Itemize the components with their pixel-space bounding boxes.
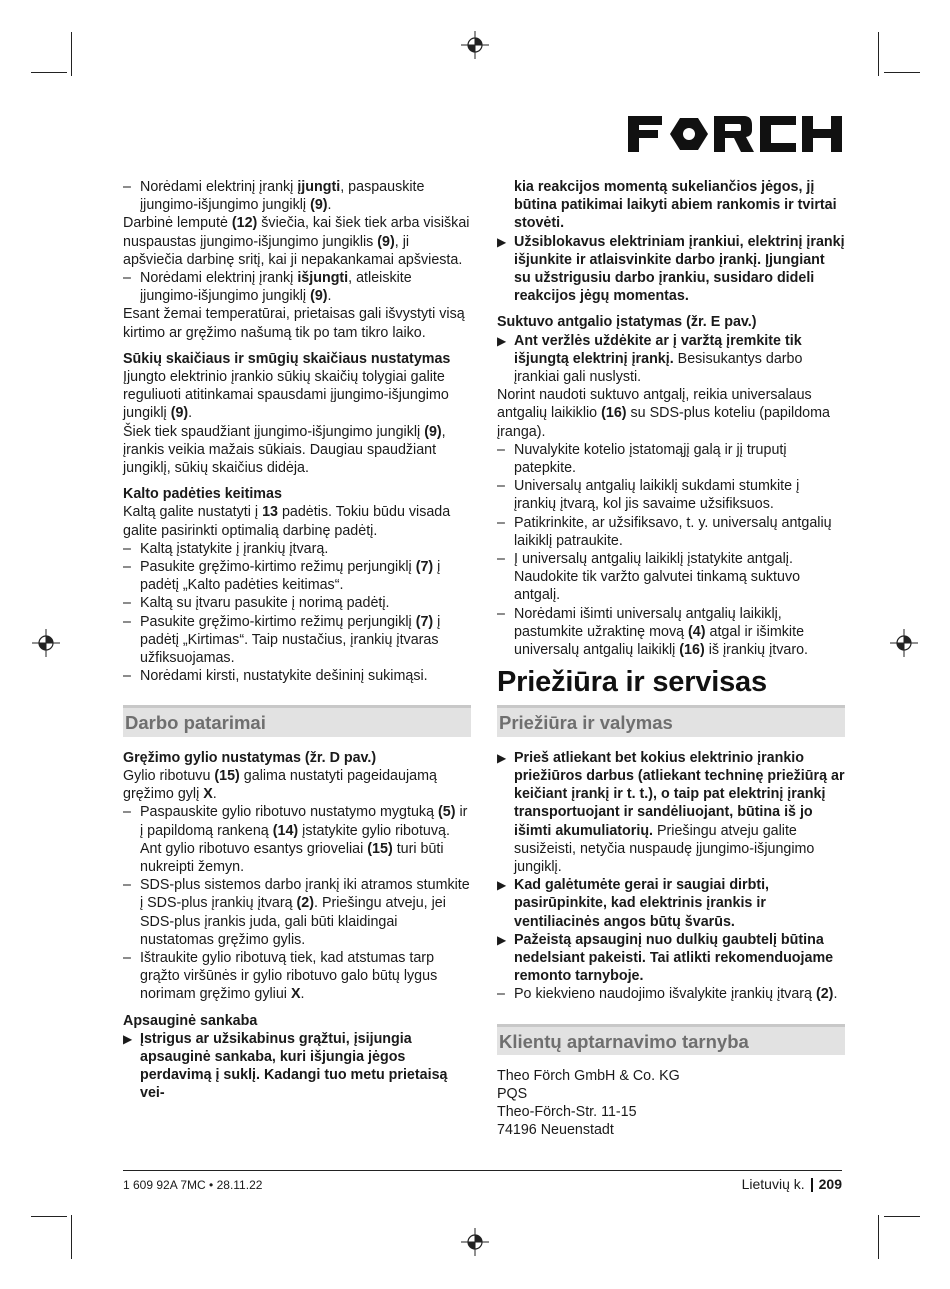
address-line: Theo Förch GmbH & Co. KG	[497, 1067, 680, 1084]
text-run: 13	[262, 504, 278, 521]
text-run: išjungti	[297, 270, 349, 287]
text-run: Įjungto elektrinio įrankio sūkių skaičių tolygiai galite reguliuoti atitinkamai spausdami įjungimo-išjungimo jungiklį	[123, 369, 449, 422]
section-customer-service: Klientų aptarnavimo tarnyba	[497, 1024, 845, 1055]
text-run: (2)	[296, 895, 315, 912]
text-run: Paspauskite gylio ribotuvo nustatymo mygtuką	[140, 804, 439, 821]
warning-item	[497, 749, 845, 876]
text-run: Gylio ribotuvu	[123, 767, 215, 784]
list-item	[123, 876, 471, 949]
address-line: PQS	[497, 1085, 528, 1102]
list-item	[123, 269, 471, 305]
text-run: Kad galėtumėte gerai ir saugiai dirbti, pasirūpinkite, kad elektrinis įrankis ir ventiliacinės angos būtų švarūs.	[514, 877, 770, 930]
registration-mark-icon	[890, 629, 918, 657]
crop-mark	[71, 1215, 72, 1259]
warning-item	[497, 233, 845, 306]
text-run: .	[327, 288, 332, 305]
text-run: (15)	[367, 840, 393, 857]
text-run: X	[203, 786, 213, 803]
list-item	[123, 949, 471, 1004]
crop-mark	[31, 72, 67, 73]
text-run: .	[212, 786, 217, 803]
depth-block	[123, 767, 471, 1004]
page-title-maintenance-service: Priežiūra ir servisas	[497, 666, 767, 699]
text-run: X	[290, 986, 301, 1003]
text-run: šviečia, kai šiek tiek arba visiškai nuspaustas įjungimo-išjungimo jungiklis	[123, 215, 470, 250]
heading-screwdriver-bit: Suktuvo antgalio įstatymas (žr. E pav.)	[497, 314, 757, 331]
speed-block	[123, 368, 471, 477]
text-run: Ant veržlės uždėkite ar į varžtą įremkite tik išjungtą elektrinį įrankį.	[514, 332, 802, 367]
text-run: , atleiskite įjungimo-išjungimo jungiklį	[140, 270, 412, 305]
paragraph	[123, 305, 471, 341]
list-item	[123, 803, 471, 839]
text-run: Po kiekvieno naudojimo išvalykite įrankių įtvarą	[514, 986, 816, 1003]
text-run: iš įrankių įtvaro.	[704, 642, 809, 659]
text-run: įjungti	[297, 179, 341, 195]
registration-mark-icon	[461, 1228, 489, 1256]
text-run: Kaltą įstatykite į įrankių įtvarą.	[140, 540, 329, 557]
text-run: kia reakcijos momentą sukeliančios jėgos, jį būtina patikimai laikyti abiem rankomis ir tvirtai stovėti.	[514, 179, 837, 232]
list-item	[497, 441, 845, 477]
warning-arrow-icon: ▶	[497, 932, 507, 947]
text-run: įstatykite gylio ribotuvą.	[298, 822, 450, 839]
paragraph	[123, 423, 471, 478]
text-run: (9)	[310, 288, 328, 305]
text-run: (16)	[601, 405, 627, 422]
list-item	[123, 178, 471, 214]
cleaning-block	[497, 749, 845, 1004]
text-run: (9)	[170, 405, 189, 422]
text-run: .	[327, 197, 332, 214]
text-run: turi būti nukreipti žemyn.	[140, 840, 444, 875]
language-label: Lietuvių k.	[741, 1176, 805, 1192]
list-item	[123, 613, 471, 668]
list-item	[123, 540, 471, 558]
text-run: , paspauskite įjungimo-išjungimo jungiklį	[140, 179, 425, 214]
list-item	[123, 558, 471, 594]
chisel-block	[123, 503, 471, 685]
warning-arrow-icon: ▶	[497, 333, 507, 348]
text-run: (7)	[415, 559, 434, 576]
section-working-tips: Darbo patarimai	[123, 705, 471, 736]
page-number: 209	[818, 1176, 842, 1192]
clutch-continued-block	[497, 178, 845, 305]
heading-chisel-position: Kalto padėties keitimas	[123, 486, 282, 503]
crop-mark	[31, 1216, 67, 1217]
footer-rule	[123, 1170, 842, 1171]
text-run: Pasukite gręžimo-kirtimo režimų perjungiklį	[140, 613, 416, 630]
address-block	[497, 1067, 845, 1140]
text-run: Prieš atliekant bet kokius elektrinio įrankio priežiūros darbus (atliekant techninę priežiūrą ar keičiant įrankį ir t. t.), o taip pat elektrinį įrankį transportuojant ir sandėliuojant, būtina iš jo išimti akumuliatorių.	[514, 749, 845, 839]
warning-arrow-icon: ▶	[497, 878, 507, 893]
document-code: 1 609 92A 7MC • 28.11.22	[123, 1178, 263, 1192]
paragraph	[497, 178, 845, 233]
paragraph	[123, 767, 471, 803]
text-run: Pasukite gręžimo-kirtimo režimų perjungiklį	[140, 559, 416, 576]
text-run: . Priešingu atveju, jei SDS-plus įrankis juda, gali būti klaidingai nustatomas gręžimo gylis.	[140, 895, 446, 948]
text-run: Norėdami elektrinį įrankį	[140, 270, 298, 287]
left-column	[123, 178, 471, 1103]
warning-arrow-icon: ▶	[123, 1031, 133, 1046]
text-run: Norėdami kirsti, nustatykite dešininį sukimąsi.	[140, 668, 428, 685]
footer-page-info	[742, 1176, 842, 1192]
text-run: (5)	[438, 804, 456, 821]
crop-mark	[878, 32, 879, 76]
divider	[811, 1178, 813, 1192]
paragraph	[123, 840, 471, 876]
text-run: Kaltą galite nustatyti į	[123, 504, 263, 521]
warning-arrow-icon: ▶	[497, 750, 507, 765]
text-run: Besisukantys darbo įrankiai gali nuslysti.	[514, 350, 803, 386]
warning-item	[497, 332, 845, 387]
bit-block	[497, 332, 845, 660]
address-line: 74196 Neuenstadt	[497, 1122, 614, 1139]
list-item	[497, 985, 845, 1003]
heading-drilling-depth: Gręžimo gylio nustatymas (žr. D pav.)	[123, 749, 377, 766]
text-run: padėtis. Tokiu būdu visada galite pasirinkti optimalią darbinę padėtį.	[123, 504, 451, 539]
paragraph	[123, 368, 471, 423]
paragraph	[123, 503, 471, 539]
text-run: (2)	[815, 986, 834, 1003]
list-item	[497, 477, 845, 513]
text-run: SDS-plus sistemos darbo įrankį iki atramos stumkite į SDS-plus įrankių įtvarą	[140, 877, 470, 912]
text-run: Darbinė lemputė	[123, 215, 232, 232]
text-run: į padėtį „Kalto padėties keitimas“.	[140, 559, 441, 594]
warning-item	[497, 876, 845, 931]
switch-block	[123, 178, 471, 342]
address-line: Theo-Förch-Str. 11-15	[497, 1104, 637, 1121]
text-run: (15)	[214, 767, 240, 784]
text-run: Esant žemai temperatūrai, prietaisas gali išvystyti visą kirtimo ar gręžimo našumą tik po tam tikro laiko.	[123, 306, 465, 341]
text-run: į padėtį „Kirtimas“. Taip nustačius, įrankių įtvaras užfiksuojamas.	[140, 613, 441, 667]
text-run: (7)	[415, 613, 434, 630]
text-run: (9)	[424, 423, 442, 440]
text-run: Šiek tiek spaudžiant įjungimo-išjungimo jungiklį	[123, 423, 425, 440]
text-run: .	[188, 405, 193, 422]
registration-mark-icon	[32, 629, 60, 657]
warning-arrow-icon: ▶	[497, 234, 507, 249]
text-run: galima nustatyti pageidaujamą gręžimo gylį	[123, 767, 437, 803]
text-run: Į universalų antgalių laikiklį įstatykite antgalį. Naudokite tik varžto galvutei tinkamą suktuvo antgalį.	[514, 551, 801, 604]
text-run: Norint naudoti suktuvo antgalį, reikia universalaus antgalių laikiklio	[497, 387, 812, 422]
list-item	[497, 514, 845, 550]
text-run: (9)	[377, 233, 395, 250]
text-run: Norėdami išimti universalų antgalių laikiklį, pastumkite užraktinę movą	[514, 605, 782, 640]
text-run: Patikrinkite, ar užsifiksavo, t. y. universalų antgalių laikiklį patraukite.	[514, 514, 832, 549]
text-run: , ji apšviečia darbinę sritį, kai ji nepakankamai apšviesta.	[123, 233, 463, 268]
warning-item	[497, 931, 845, 986]
text-run: Pažeistą apsauginį nuo dulkių gaubtelį būtina nedelsiant pakeisti. Tai atlikti rekomenduojame remonto tarnyboje.	[514, 931, 834, 985]
forch-logo	[628, 116, 842, 152]
text-run: Ištraukite gylio ribotuvą tiek, kad atstumas tarp grąžto viršūnės ir gylio ribotuvo galo būtų lygus norimam gręžimo gyliui	[140, 949, 438, 1003]
text-run: Norėdami elektrinį įrankį	[140, 179, 298, 195]
text-run: .	[833, 986, 838, 1003]
crop-mark	[71, 32, 72, 76]
warning-item	[123, 1030, 471, 1103]
text-run: Nuvalykite kotelio įstatomąjį galą ir jį truputį patepkite.	[514, 441, 787, 477]
text-run: (4)	[688, 623, 706, 640]
text-run: ir į papildomą rankeną	[140, 804, 468, 839]
list-item	[123, 667, 471, 685]
clutch-block	[123, 1030, 471, 1103]
heading-speed-setting: Sūkių skaičiaus ir smūgių skaičiaus nustatymas	[123, 350, 451, 367]
text-run: (16)	[679, 642, 705, 659]
text-run: atgal ir išimkite universalų antgalių laikiklį	[514, 623, 805, 659]
list-item	[497, 550, 845, 605]
registration-mark-icon	[461, 31, 489, 59]
list-item	[497, 605, 845, 660]
text-run: , įrankis veikia mažais sūkiais. Daugiau spaudžiant jungiklį, sūkių skaičius didėja.	[123, 423, 446, 477]
text-run: Universalų antgalių laikiklį sukdami stumkite į įrankių įtvarą, kol jis savaime užsifiksuos.	[514, 478, 800, 513]
paragraph	[497, 386, 845, 441]
paragraph	[123, 214, 471, 269]
text-run: Ant gylio ribotuvo esantys grioveliai	[140, 840, 368, 857]
text-run: Kaltą su įtvaru pasukite į norimą padėtį.	[140, 595, 390, 612]
list-item	[123, 594, 471, 612]
text-run: Užsiblokavus elektriniam įrankiui, elektrinį įrankį išjunkite ir atlaisvinkite darbo įrankį. Įjungiant su užstrigusiu darbo įrankiu, susidaro dideli reakcijos jėgų momentas.	[514, 233, 845, 305]
text-run: su SDS-plus koteliu (papildoma įranga).	[497, 405, 830, 440]
text-run: (9)	[310, 197, 328, 214]
text-run: .	[300, 986, 305, 1003]
text-run: (12)	[231, 215, 258, 232]
crop-mark	[884, 1216, 920, 1217]
crop-mark	[884, 72, 920, 73]
text-run: (14)	[272, 822, 299, 839]
right-column	[497, 178, 845, 1140]
heading-safety-clutch: Apsauginė sankaba	[123, 1012, 258, 1029]
crop-mark	[878, 1215, 879, 1259]
section-maintenance-cleaning: Priežiūra ir valymas	[497, 705, 845, 736]
text-run: Priešingu atveju galite susižeisti, netyčia nuspaudę įjungimo-išjungimo jungiklį.	[514, 822, 815, 875]
text-run: Įstrigus ar užsikabinus grąžtui, įsijungia apsauginė sankaba, kuri išjungia jėgos perdavimą į suklį. Kadangi tuo metu prietaisą vei-	[140, 1030, 448, 1102]
